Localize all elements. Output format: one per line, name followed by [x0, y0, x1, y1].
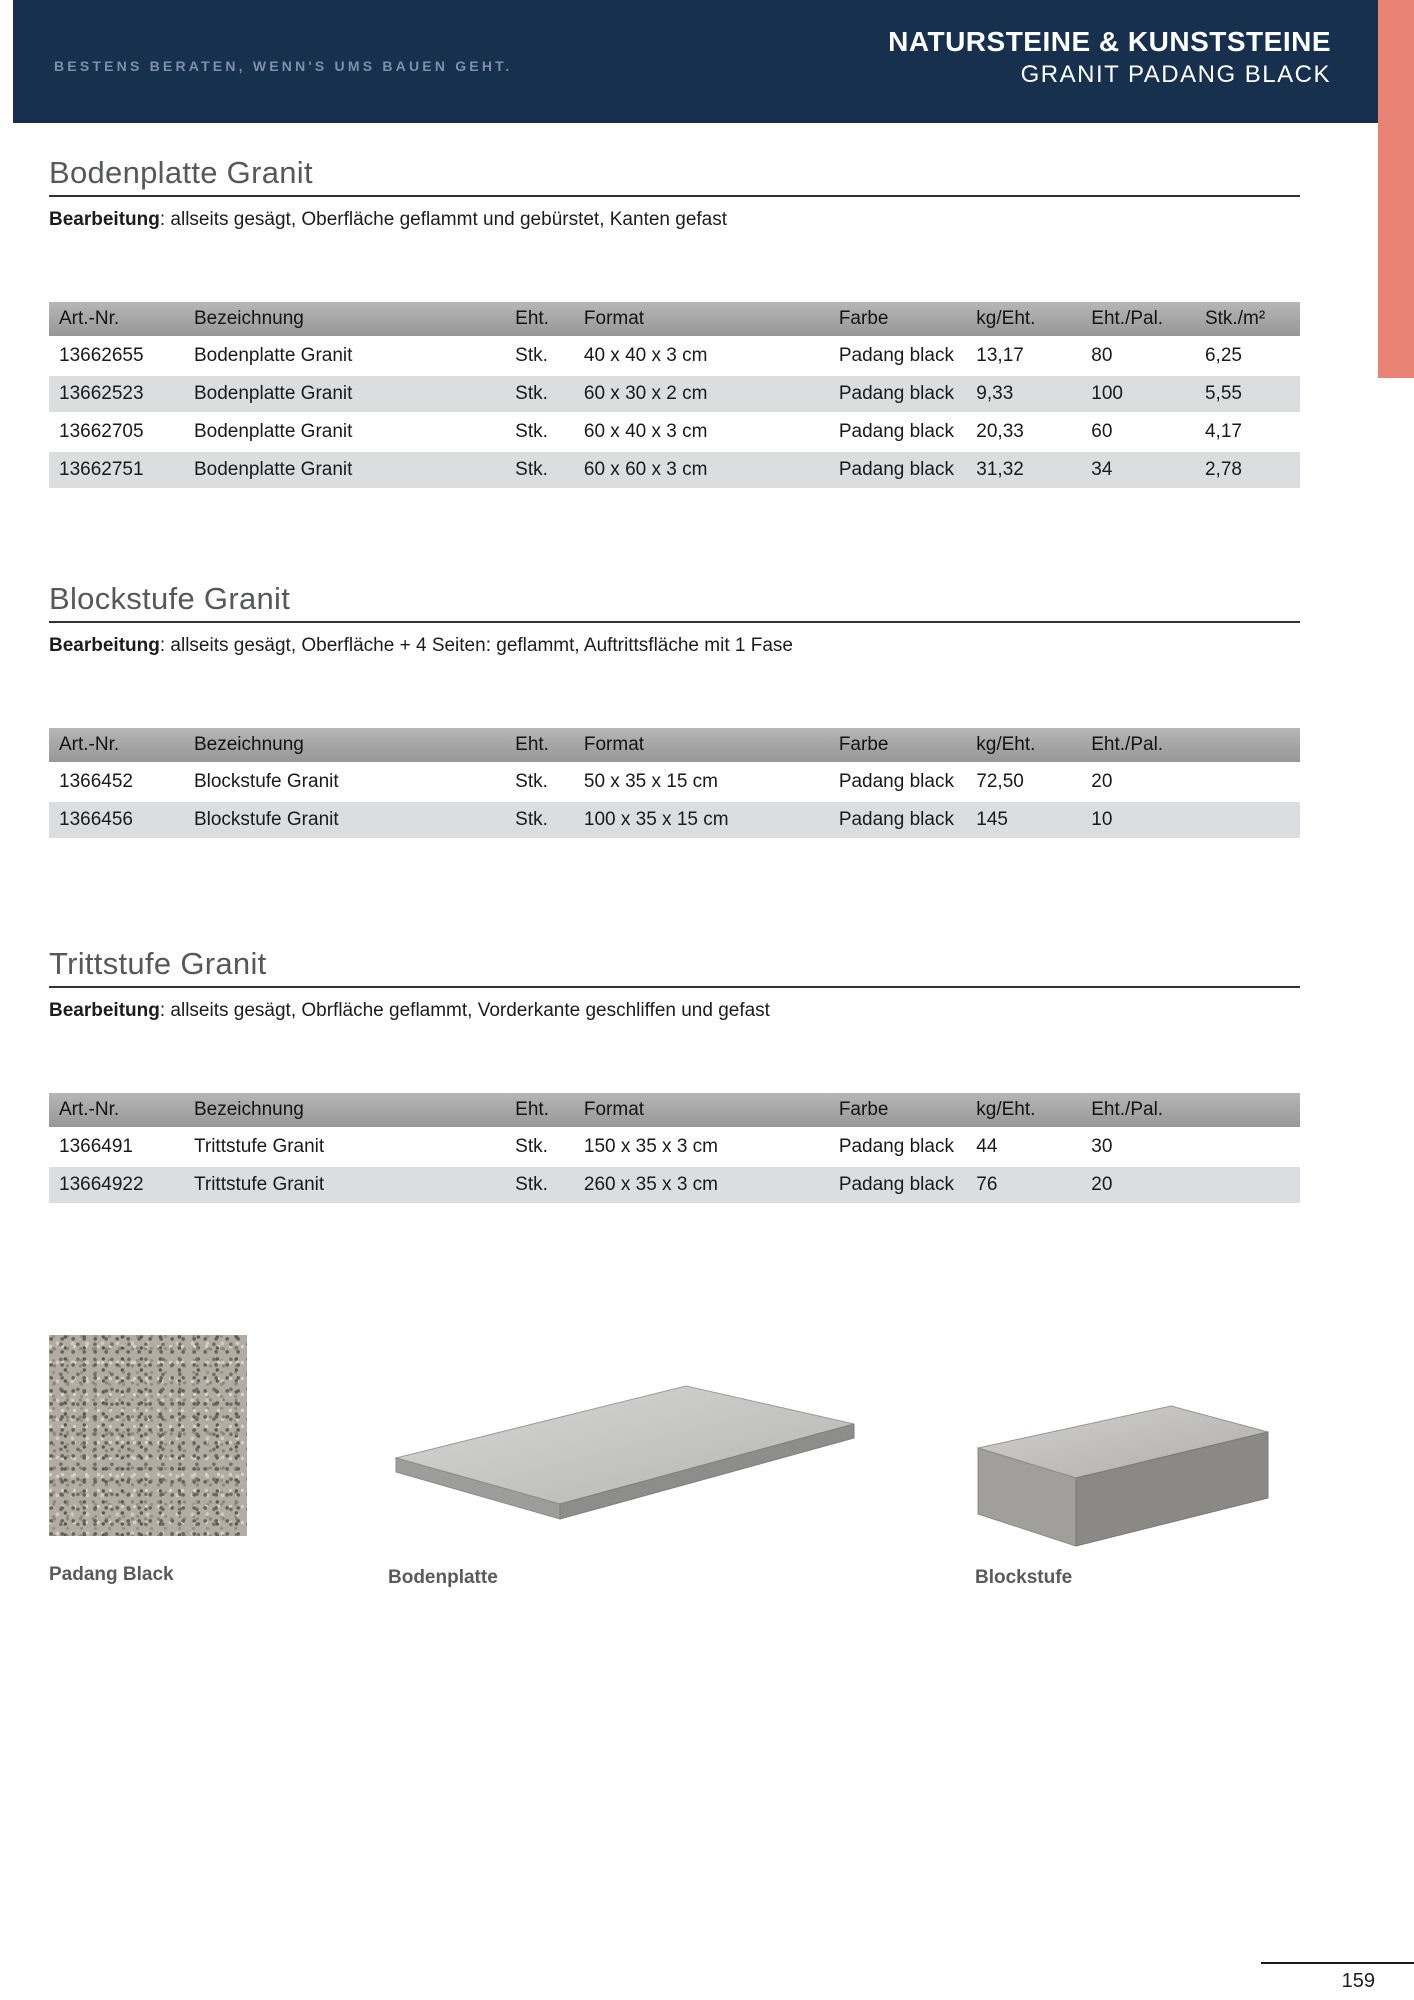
table-row [49, 451, 1300, 489]
table-cell: Bodenplatte Granit [184, 451, 505, 489]
column-header: Bezeichnung [184, 728, 505, 763]
table-cell: 40 x 40 x 3 cm [574, 337, 829, 375]
column-header: Format [574, 1093, 829, 1128]
table-body [49, 1128, 1300, 1204]
content-area [49, 123, 1300, 1205]
column-header: kg/Eht. [966, 302, 1081, 337]
column-header: Farbe [829, 302, 966, 337]
table-cell: Bodenplatte Granit [184, 337, 505, 375]
table-cell: 44 [966, 1128, 1081, 1166]
table-cell: Stk. [505, 451, 574, 489]
table-cell: 60 x 30 x 2 cm [574, 375, 829, 413]
column-header: Eht. [505, 1093, 574, 1128]
column-header: Art.-Nr. [49, 1093, 184, 1128]
column-header: Format [574, 302, 829, 337]
table-cell: 13662655 [49, 337, 184, 375]
column-header: Bezeichnung [184, 1093, 505, 1128]
table-header-row [49, 302, 1300, 337]
header-title: NATURSTEINE & KUNSTSTEINE [888, 26, 1331, 57]
table-cell: 60 [1081, 413, 1195, 451]
page-edge-stripe [1378, 0, 1414, 378]
product-table [49, 728, 1300, 840]
table-cell: 4,17 [1195, 413, 1300, 451]
blockstufe-illustration [966, 1398, 1276, 1560]
table-cell: Padang black [829, 1166, 966, 1204]
table-cell: 30 [1081, 1128, 1300, 1166]
table-cell: Stk. [505, 801, 574, 839]
table-cell: Padang black [829, 1128, 966, 1166]
bearbeitung-label: Bearbeitung [49, 1000, 160, 1021]
granite-texture-label: Padang Black [49, 1564, 174, 1585]
product-section [49, 946, 1300, 1205]
table-cell: Stk. [505, 1166, 574, 1204]
product-section [49, 581, 1300, 840]
column-header: kg/Eht. [966, 728, 1081, 763]
table-cell: Padang black [829, 763, 966, 801]
column-header: Bezeichnung [184, 302, 505, 337]
table-row [49, 413, 1300, 451]
table-cell: Padang black [829, 451, 966, 489]
page-number-rule [1261, 1962, 1414, 1964]
bearbeitung-label: Bearbeitung [49, 635, 160, 656]
heading-rule [49, 621, 1300, 623]
bearbeitung-note [49, 998, 1300, 1023]
column-header: Farbe [829, 1093, 966, 1128]
table-cell: Stk. [505, 375, 574, 413]
bearbeitung-text: : allseits gesägt, Obrfläche geflammt, Vorderkante geschliffen und gefast [159, 1000, 770, 1021]
bearbeitung-text: : allseits gesägt, Oberfläche geflammt und gebürstet, Kanten gefast [159, 209, 728, 230]
table-row [49, 337, 1300, 375]
bearbeitung-text: : allseits gesägt, Oberfläche + 4 Seiten: geflammt, Auftrittsfläche mit 1 Fase [159, 635, 793, 656]
table-cell: 9,33 [966, 375, 1081, 413]
table-cell: Blockstufe Granit [184, 801, 505, 839]
table-row [49, 801, 1300, 839]
table-cell: Padang black [829, 375, 966, 413]
page-number: 159 [1341, 1970, 1375, 1992]
table-cell: 13662523 [49, 375, 184, 413]
table-head [49, 728, 1300, 763]
page-header [13, 0, 1378, 123]
column-header: Art.-Nr. [49, 728, 184, 763]
table-body [49, 337, 1300, 489]
column-header: Eht./Pal. [1081, 728, 1300, 763]
column-header: Eht./Pal. [1081, 302, 1195, 337]
table-head [49, 1093, 1300, 1128]
table-cell: 20 [1081, 763, 1300, 801]
table-cell: Padang black [829, 801, 966, 839]
bearbeitung-note [49, 207, 1300, 232]
table-cell: 100 x 35 x 15 cm [574, 801, 829, 839]
header-tagline: BESTENS BERATEN, WENN'S UMS BAUEN GEHT. [54, 58, 513, 74]
column-header: Eht. [505, 728, 574, 763]
table-cell: 260 x 35 x 3 cm [574, 1166, 829, 1204]
column-header: Stk./m² [1195, 302, 1300, 337]
table-cell: 5,55 [1195, 375, 1300, 413]
table-cell: 72,50 [966, 763, 1081, 801]
bodenplatte-label: Bodenplatte [388, 1567, 498, 1588]
column-header: Format [574, 728, 829, 763]
granite-texture-image [49, 1335, 247, 1536]
product-table [49, 1093, 1300, 1205]
table-cell: Padang black [829, 337, 966, 375]
table-cell: 1366491 [49, 1128, 184, 1166]
table-cell: 13664922 [49, 1166, 184, 1204]
table-cell: 100 [1081, 375, 1195, 413]
column-header: Eht./Pal. [1081, 1093, 1300, 1128]
table-header-row [49, 728, 1300, 763]
product-section [49, 155, 1300, 490]
table-cell: Trittstufe Granit [184, 1128, 505, 1166]
table-cell: 34 [1081, 451, 1195, 489]
table-cell: 13,17 [966, 337, 1081, 375]
table-row [49, 1166, 1300, 1204]
table-cell: Stk. [505, 1128, 574, 1166]
table-cell: Bodenplatte Granit [184, 413, 505, 451]
column-header: Art.-Nr. [49, 302, 184, 337]
table-row [49, 763, 1300, 801]
table-cell: 31,32 [966, 451, 1081, 489]
table-header-row [49, 1093, 1300, 1128]
table-cell: 13662751 [49, 451, 184, 489]
table-cell: Stk. [505, 337, 574, 375]
table-head [49, 302, 1300, 337]
table-row [49, 1128, 1300, 1166]
column-header: Eht. [505, 302, 574, 337]
table-cell: Bodenplatte Granit [184, 375, 505, 413]
product-table [49, 302, 1300, 490]
blockstufe-label: Blockstufe [975, 1567, 1073, 1588]
header-titles [888, 26, 1331, 89]
table-body [49, 763, 1300, 839]
table-cell: 2,78 [1195, 451, 1300, 489]
table-cell: 150 x 35 x 3 cm [574, 1128, 829, 1166]
table-cell: Padang black [829, 413, 966, 451]
table-cell: Stk. [505, 413, 574, 451]
header-subtitle: GRANIT PADANG BLACK [1020, 61, 1331, 88]
section-heading: Trittstufe Granit [49, 946, 267, 981]
table-cell: 76 [966, 1166, 1081, 1204]
bodenplatte-illustration [384, 1372, 864, 1557]
section-heading: Bodenplatte Granit [49, 155, 313, 190]
table-cell: 1366456 [49, 801, 184, 839]
bearbeitung-label: Bearbeitung [49, 209, 160, 230]
column-header: Farbe [829, 728, 966, 763]
table-row [49, 375, 1300, 413]
table-cell: 60 x 60 x 3 cm [574, 451, 829, 489]
table-cell: Stk. [505, 763, 574, 801]
table-cell: 13662705 [49, 413, 184, 451]
table-cell: 20 [1081, 1166, 1300, 1204]
table-cell: 6,25 [1195, 337, 1300, 375]
table-cell: 20,33 [966, 413, 1081, 451]
bearbeitung-note [49, 633, 1300, 658]
table-cell: 10 [1081, 801, 1300, 839]
column-header: kg/Eht. [966, 1093, 1081, 1128]
table-cell: 80 [1081, 337, 1195, 375]
table-cell: 145 [966, 801, 1081, 839]
table-cell: 50 x 35 x 15 cm [574, 763, 829, 801]
heading-rule [49, 986, 1300, 988]
table-cell: Trittstufe Granit [184, 1166, 505, 1204]
table-cell: 60 x 40 x 3 cm [574, 413, 829, 451]
table-cell: Blockstufe Granit [184, 763, 505, 801]
heading-rule [49, 195, 1300, 197]
table-cell: 1366452 [49, 763, 184, 801]
section-heading: Blockstufe Granit [49, 581, 291, 616]
